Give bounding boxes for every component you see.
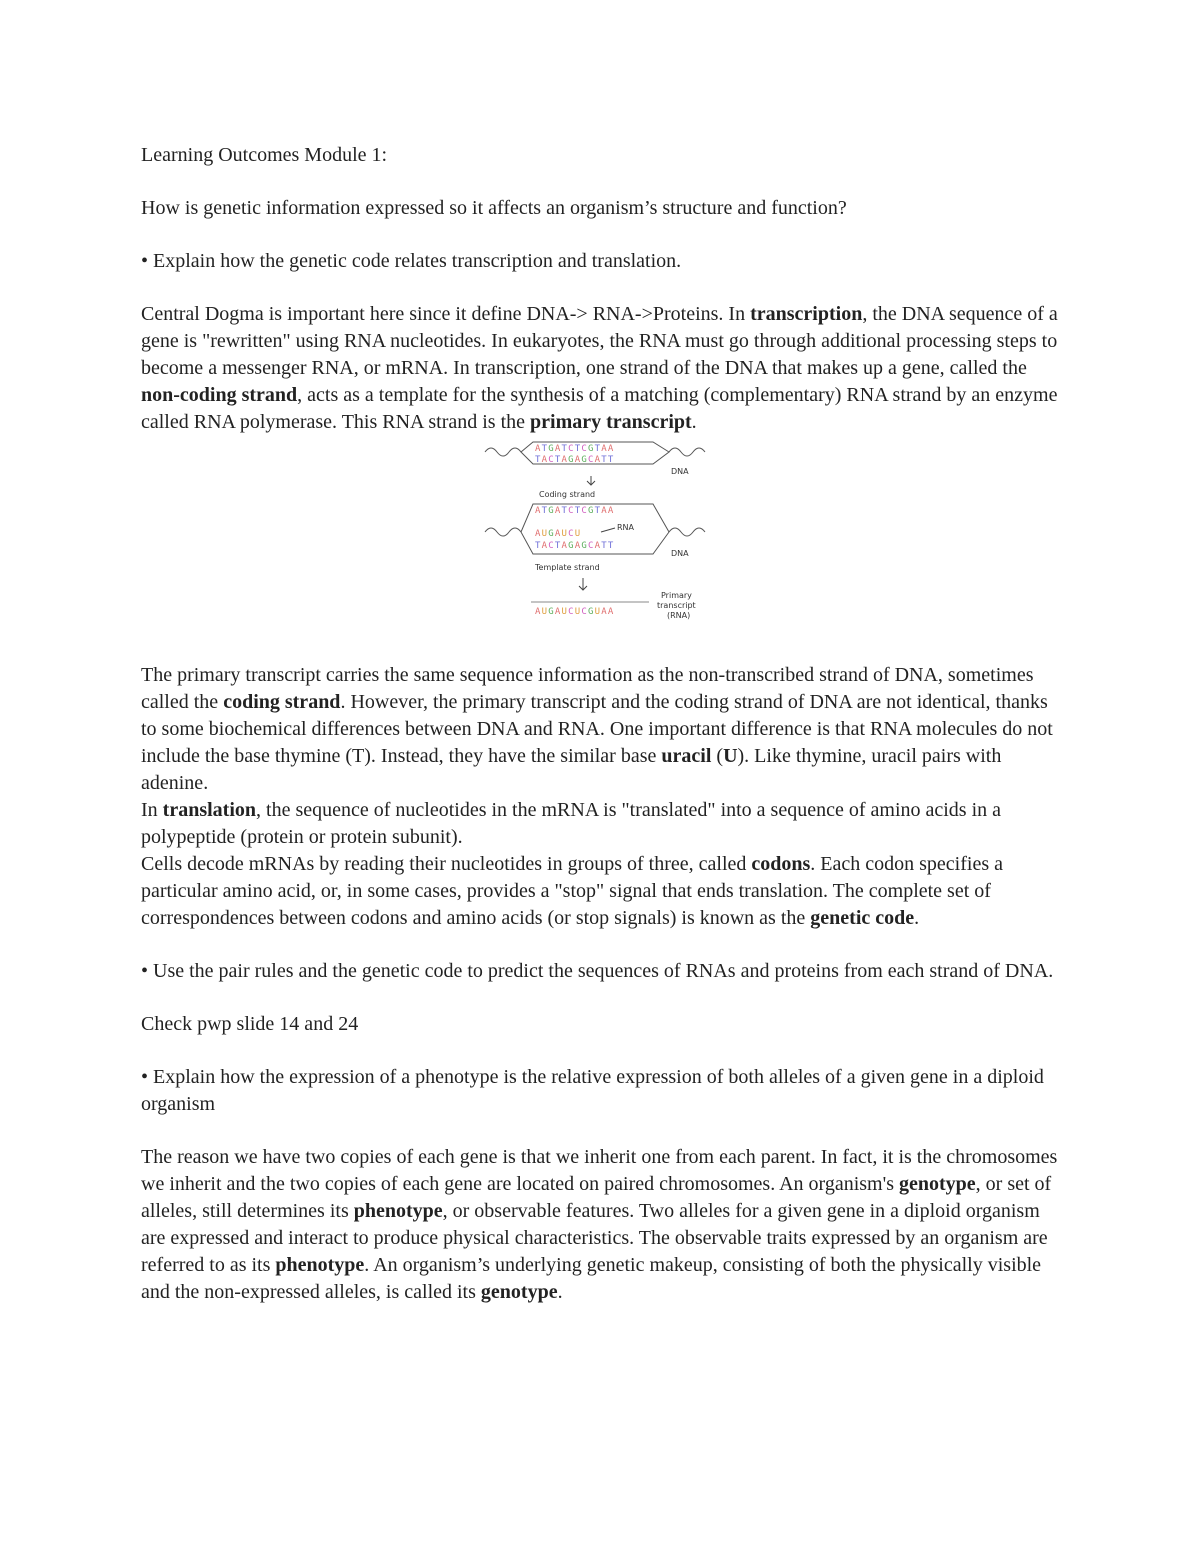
nucleotide-g: G [548, 607, 555, 617]
rna-arrow [601, 528, 615, 532]
nucleotide-a: A [535, 607, 542, 617]
term-translation: translation [162, 799, 257, 821]
nucleotide-t: T [607, 541, 615, 551]
nucleotide-u: U [594, 607, 602, 617]
nucleotide-g: G [568, 455, 575, 465]
nucleotide-t: T [535, 455, 542, 465]
term-uracil: uracil [661, 745, 712, 767]
text-run: . An organism’s underlying genetic makeup, consisting of both the physically visible and the non-expressed alleles, is called its [141, 1254, 1042, 1303]
dna-wavy-left [485, 448, 521, 456]
document-body [141, 142, 1066, 1306]
term-genotype: genotype [899, 1173, 976, 1195]
term-primary-transcript: primary transcript [530, 411, 692, 433]
text-run: , or set of alleles, still determines its [141, 1173, 1052, 1222]
nucleotide-c: C [581, 506, 588, 516]
text-run: Central Dogma is important here since it define DNA-> RNA->Proteins. In [141, 303, 751, 325]
nucleotide-t: T [554, 455, 562, 465]
label-primary-3: (RNA) [667, 611, 691, 620]
dna-wavy-right-2 [669, 528, 705, 536]
label-rna: RNA [617, 523, 635, 532]
nucleotide-c: C [568, 506, 575, 516]
primary-transcript-sequence [535, 607, 615, 617]
learning-outcome-3: • Explain how the expression of a phenotype is the relative expression of both alleles of a given gene in a diploid organism [141, 1066, 1044, 1115]
nucleotide-a: A [607, 506, 615, 516]
text-run: ( [711, 745, 724, 767]
text-run: , or observable features. Two alleles for a given gene in a diploid organism are expressed and interact to produce physical characteristics. The observable traits expressed by an organism are referred to as its [141, 1200, 1048, 1276]
nucleotide-t: T [594, 506, 602, 516]
nucleotide-t: T [554, 541, 562, 551]
label-coding-strand: Coding strand [539, 490, 596, 499]
text-run: . [914, 907, 920, 929]
term-coding-strand: coding strand [223, 691, 341, 713]
text-run: . [691, 411, 697, 433]
nucleotide-a: A [541, 455, 549, 465]
nucleotide-t: T [574, 444, 582, 454]
nucleotide-u: U [574, 529, 582, 539]
nucleotide-c: C [548, 541, 555, 551]
nucleotide-c: C [588, 541, 595, 551]
arrow-down-1 [587, 476, 595, 485]
nucleotide-t: T [561, 506, 569, 516]
nucleotide-u: U [541, 529, 549, 539]
transcription-diagram [141, 440, 1066, 662]
nucleotide-t: T [601, 455, 608, 465]
paragraph-codons [141, 851, 1066, 932]
nucleotide-g: G [588, 607, 595, 617]
nucleotide-a: A [541, 541, 549, 551]
nucleotide-a: A [554, 529, 562, 539]
text-run: The reason we have two copies of each gene is that we inherit one from each parent. In fact, it is the chromosomes we inherit and the two copies of each gene are located on paired chromosomes. An organism's [141, 1146, 1058, 1195]
nucleotide-t: T [541, 444, 549, 454]
nucleotide-g: G [581, 455, 588, 465]
nucleotide-g: G [548, 506, 555, 516]
nucleotide-u: U [561, 529, 569, 539]
nucleotide-a: A [554, 607, 562, 617]
template-strand-sequence [535, 541, 615, 551]
learning-outcome-2: • Use the pair rules and the genetic code to predict the sequences of RNAs and proteins from each strand of DNA. [141, 960, 1054, 982]
nucleotide-t: T [601, 541, 608, 551]
text-run: In [141, 799, 163, 821]
term-phenotype-2: phenotype [275, 1254, 365, 1276]
nucleotide-g: G [581, 541, 588, 551]
nucleotide-t: T [574, 506, 582, 516]
nucleotide-a: A [594, 455, 602, 465]
transcription-diagram-svg [483, 440, 713, 650]
label-primary-2: transcript [657, 601, 696, 610]
guiding-question: How is genetic information expressed so it affects an organism’s structure and function? [141, 197, 847, 219]
nucleotide-g: G [568, 541, 575, 551]
text-run: . Each codon specifies a particular amino acid, or, in some cases, provides a "stop" signal that ends translation. The complete set of correspondences between codons and amino acids (or stop signals) is known as the [141, 853, 1003, 929]
text-run: . However, the primary transcript and the coding strand of DNA are not identical, thanks to some biochemical differences between DNA and RNA. One important difference is that RNA molecules do not include the base thymine (T). Instead, they have the similar base [141, 691, 1053, 767]
learning-outcome-1: • Explain how the genetic code relates transcription and translation. [141, 250, 682, 272]
nucleotide-u: U [561, 607, 569, 617]
term-transcription: transcription [750, 303, 863, 325]
nucleotide-a: A [574, 455, 582, 465]
text-run: Cells decode mRNAs by reading their nucleotides in groups of three, called [141, 853, 752, 875]
coding-strand-sequence [535, 506, 615, 516]
nucleotide-a: A [535, 506, 542, 516]
nucleotide-g: G [548, 529, 555, 539]
term-phenotype: phenotype [353, 1200, 443, 1222]
nucleotide-a: A [561, 455, 569, 465]
nucleotide-a: A [601, 506, 608, 516]
nucleotide-g: G [588, 444, 595, 454]
text-run: The primary transcript carries the same sequence information as the non-transcribed strand of DNA, sometimes called the [141, 664, 1034, 713]
nucleotide-a: A [607, 444, 615, 454]
paragraph-coding-strand [141, 662, 1066, 797]
arrow-down-2 [579, 578, 587, 590]
nucleotide-c: C [568, 444, 575, 454]
text-run: , the sequence of nucleotides in the mRNA is "translated" into a sequence of amino acids in a polypeptide (protein or protein subunit). [141, 799, 1002, 848]
nucleotide-a: A [561, 541, 569, 551]
dna-wavy-left-2 [485, 528, 521, 536]
nucleotide-t: T [535, 541, 542, 551]
nucleotide-t: T [594, 444, 602, 454]
rna-partial-sequence [535, 529, 581, 539]
nucleotide-t: T [541, 506, 549, 516]
nucleotide-c: C [548, 455, 555, 465]
dna-bottom-strand [535, 455, 615, 465]
nucleotide-c: C [568, 529, 575, 539]
nucleotide-a: A [554, 444, 562, 454]
text-run: , the DNA sequence of a gene is "rewritten" using RNA nucleotides. In eukaryotes, the RNA must go through additional processing steps to become a messenger RNA, or mRNA. In transcription, one strand of the DNA that makes up a gene, called the [141, 303, 1058, 379]
term-genotype-2: genotype [480, 1281, 558, 1303]
nucleotide-c: C [588, 455, 595, 465]
label-primary-1: Primary [661, 591, 692, 600]
nucleotide-t: T [607, 455, 615, 465]
term-non-coding-strand: non-coding strand [141, 384, 298, 406]
paragraph-transcription [141, 301, 1066, 436]
nucleotide-a: A [607, 607, 615, 617]
nucleotide-a: A [535, 444, 542, 454]
nucleotide-u: U [541, 607, 549, 617]
doc-title: Learning Outcomes Module 1: [141, 144, 388, 166]
slide-reference: Check pwp slide 14 and 24 [141, 1013, 359, 1035]
nucleotide-c: C [568, 607, 575, 617]
dna-wavy-right [669, 448, 705, 456]
label-template-strand: Template strand [535, 563, 600, 572]
text-run: ). Like thymine, uracil pairs with adenine. [141, 745, 1002, 794]
nucleotide-a: A [535, 529, 542, 539]
nucleotide-a: A [554, 506, 562, 516]
nucleotide-t: T [561, 444, 569, 454]
term-codons: codons [751, 853, 811, 875]
text-run: . [557, 1281, 563, 1303]
term-genetic-code: genetic code [810, 907, 915, 929]
nucleotide-a: A [601, 607, 608, 617]
label-dna-middle: DNA [671, 549, 689, 558]
text-run: , acts as a template for the synthesis of a matching (complementary) RNA strand by an enzyme called RNA polymerase. This RNA strand is the [141, 384, 1058, 433]
nucleotide-a: A [594, 541, 602, 551]
nucleotide-c: C [581, 444, 588, 454]
term-u: U [723, 745, 738, 767]
paragraph-translation [141, 797, 1066, 851]
label-dna-top: DNA [671, 467, 689, 476]
nucleotide-c: C [581, 607, 588, 617]
dna-top-strand [535, 444, 615, 454]
nucleotide-g: G [588, 506, 595, 516]
nucleotide-g: G [548, 444, 555, 454]
paragraph-genotype-phenotype [141, 1144, 1066, 1306]
nucleotide-a: A [574, 541, 582, 551]
nucleotide-a: A [601, 444, 608, 454]
nucleotide-u: U [574, 607, 582, 617]
